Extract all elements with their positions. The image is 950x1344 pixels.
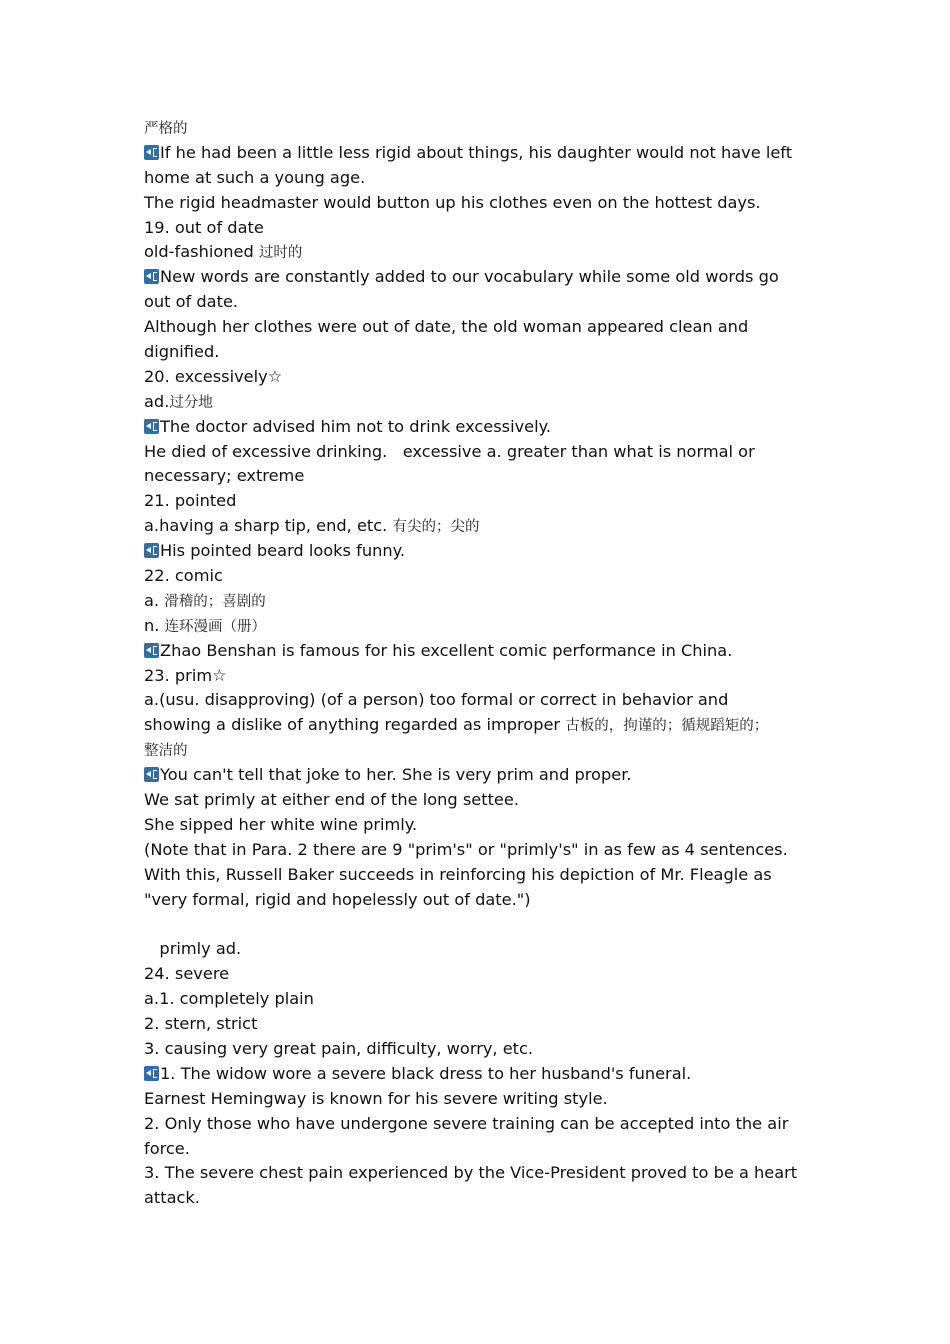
english-text: 24. severe: [144, 964, 230, 984]
chinese-gloss: 古板的，拘谨的；循规蹈矩的；: [565, 718, 769, 735]
chinese-gloss: 有尖的；尖的: [392, 519, 480, 536]
english-text: old-fashioned: [144, 242, 259, 262]
text-line: [144, 489, 812, 514]
chinese-gloss: 过时的: [258, 245, 303, 262]
text-line: [144, 962, 812, 987]
text-line: [144, 539, 812, 564]
text-line: [144, 440, 812, 465]
text-line: [144, 340, 812, 365]
example-icon: [144, 145, 159, 160]
text-line: [144, 240, 812, 265]
text-line: [144, 838, 812, 863]
text-line: [144, 464, 812, 489]
english-text: 2. stern, strict: [144, 1014, 258, 1034]
english-text: Zhao Benshan is famous for his excellent comic performance in China.: [160, 640, 733, 660]
english-text: 1. The widow wore a severe black dress to her husband's funeral.: [160, 1063, 692, 1083]
english-text: The rigid headmaster would button up his clothes even on the hottest days.: [144, 192, 761, 212]
chinese-gloss: 连环漫画（册）: [164, 618, 267, 635]
english-text: home at such a young age.: [144, 167, 366, 187]
text-line: [144, 141, 812, 166]
english-text: 3. The severe chest pain experienced by the Vice-President proved to be a heart: [144, 1163, 798, 1183]
text-line: [144, 315, 812, 340]
text-line: [144, 216, 812, 241]
text-line: [144, 913, 812, 938]
english-text: a.: [144, 590, 165, 610]
text-line: [144, 514, 812, 539]
english-text: ad.: [144, 391, 170, 411]
example-icon: [144, 419, 159, 434]
text-line: [144, 813, 812, 838]
text-line: [144, 639, 812, 664]
document-body: [144, 116, 812, 1211]
text-line: [144, 1037, 812, 1062]
english-text: a.having a sharp tip, end, etc.: [144, 516, 393, 536]
english-text: n.: [144, 615, 165, 635]
text-line: [144, 365, 812, 390]
english-text: attack.: [144, 1188, 200, 1208]
text-line: [144, 1186, 812, 1211]
example-icon: [144, 767, 159, 782]
text-line: [144, 1112, 812, 1137]
text-line: [144, 664, 812, 689]
english-text: necessary; extreme: [144, 466, 305, 486]
english-text: 23. prim☆: [144, 665, 227, 685]
text-line: [144, 166, 812, 191]
text-line: [144, 265, 812, 290]
text-line: [144, 738, 812, 763]
text-line: [144, 589, 812, 614]
english-text: out of date.: [144, 292, 239, 312]
text-line: [144, 987, 812, 1012]
chinese-gloss: 整洁的: [144, 743, 188, 760]
text-line: [144, 1062, 812, 1087]
english-text: With this, Russell Baker succeeds in reinforcing his depiction of Mr. Fleagle as: [144, 864, 772, 884]
english-text: 3. causing very great pain, difficulty, worry, etc.: [144, 1038, 534, 1058]
text-line: [144, 763, 812, 788]
text-line: [144, 863, 812, 888]
text-line: [144, 1161, 812, 1186]
example-icon: [144, 543, 159, 558]
english-text: 2. Only those who have undergone severe training can be accepted into the air: [144, 1113, 789, 1133]
english-text: New words are constantly added to our vocabulary while some old words go: [160, 267, 779, 287]
text-line: [144, 191, 812, 216]
english-text: dignified.: [144, 342, 220, 362]
text-line: [144, 116, 812, 141]
example-icon: [144, 643, 159, 658]
text-line: [144, 888, 812, 913]
text-line: [144, 415, 812, 440]
english-text: primly ad.: [144, 939, 242, 959]
text-line: [144, 937, 812, 962]
text-line: [144, 564, 812, 589]
text-line: [144, 290, 812, 315]
english-text: His pointed beard looks funny.: [160, 541, 406, 561]
text-line: [144, 1087, 812, 1112]
english-text: He died of excessive drinking. excessive a. greater than what is normal or: [144, 441, 755, 461]
english-text: a.1. completely plain: [144, 989, 314, 1009]
chinese-gloss: 过分地: [169, 394, 213, 411]
english-text: showing a dislike of anything regarded as improper: [144, 715, 566, 735]
english-text: 20. excessively☆: [144, 366, 283, 386]
text-line: [144, 1137, 812, 1162]
text-line: [144, 788, 812, 813]
english-text: If he had been a little less rigid about things, his daughter would not have left: [160, 142, 793, 162]
text-line: [144, 614, 812, 639]
english-text: Earnest Hemingway is known for his severe writing style.: [144, 1088, 608, 1108]
english-text: a.(usu. disapproving) (of a person) too formal or correct in behavior and: [144, 690, 729, 710]
english-text: The doctor advised him not to drink excessively.: [160, 416, 552, 436]
english-text: 19. out of date: [144, 217, 264, 237]
english-text: She sipped her white wine primly.: [144, 814, 418, 834]
chinese-gloss: 滑稽的；喜剧的: [164, 593, 266, 610]
text-line: [144, 390, 812, 415]
example-icon: [144, 1066, 159, 1081]
english-text: force.: [144, 1138, 190, 1158]
text-line: [144, 713, 812, 738]
chinese-gloss: 严格的: [144, 121, 188, 137]
english-text: 21. pointed: [144, 491, 237, 511]
text-line: [144, 688, 812, 713]
text-line: [144, 1012, 812, 1037]
english-text: We sat primly at either end of the long settee.: [144, 790, 519, 810]
english-text: (Note that in Para. 2 there are 9 "prim's" or "primly's" in as few as 4 sentences.: [144, 839, 788, 859]
english-text: You can't tell that joke to her. She is very prim and proper.: [160, 765, 632, 785]
example-icon: [144, 269, 159, 284]
english-text: Although her clothes were out of date, the old woman appeared clean and: [144, 317, 749, 337]
english-text: 22. comic: [144, 566, 223, 586]
english-text: "very formal, rigid and hopelessly out of date."): [144, 889, 531, 909]
